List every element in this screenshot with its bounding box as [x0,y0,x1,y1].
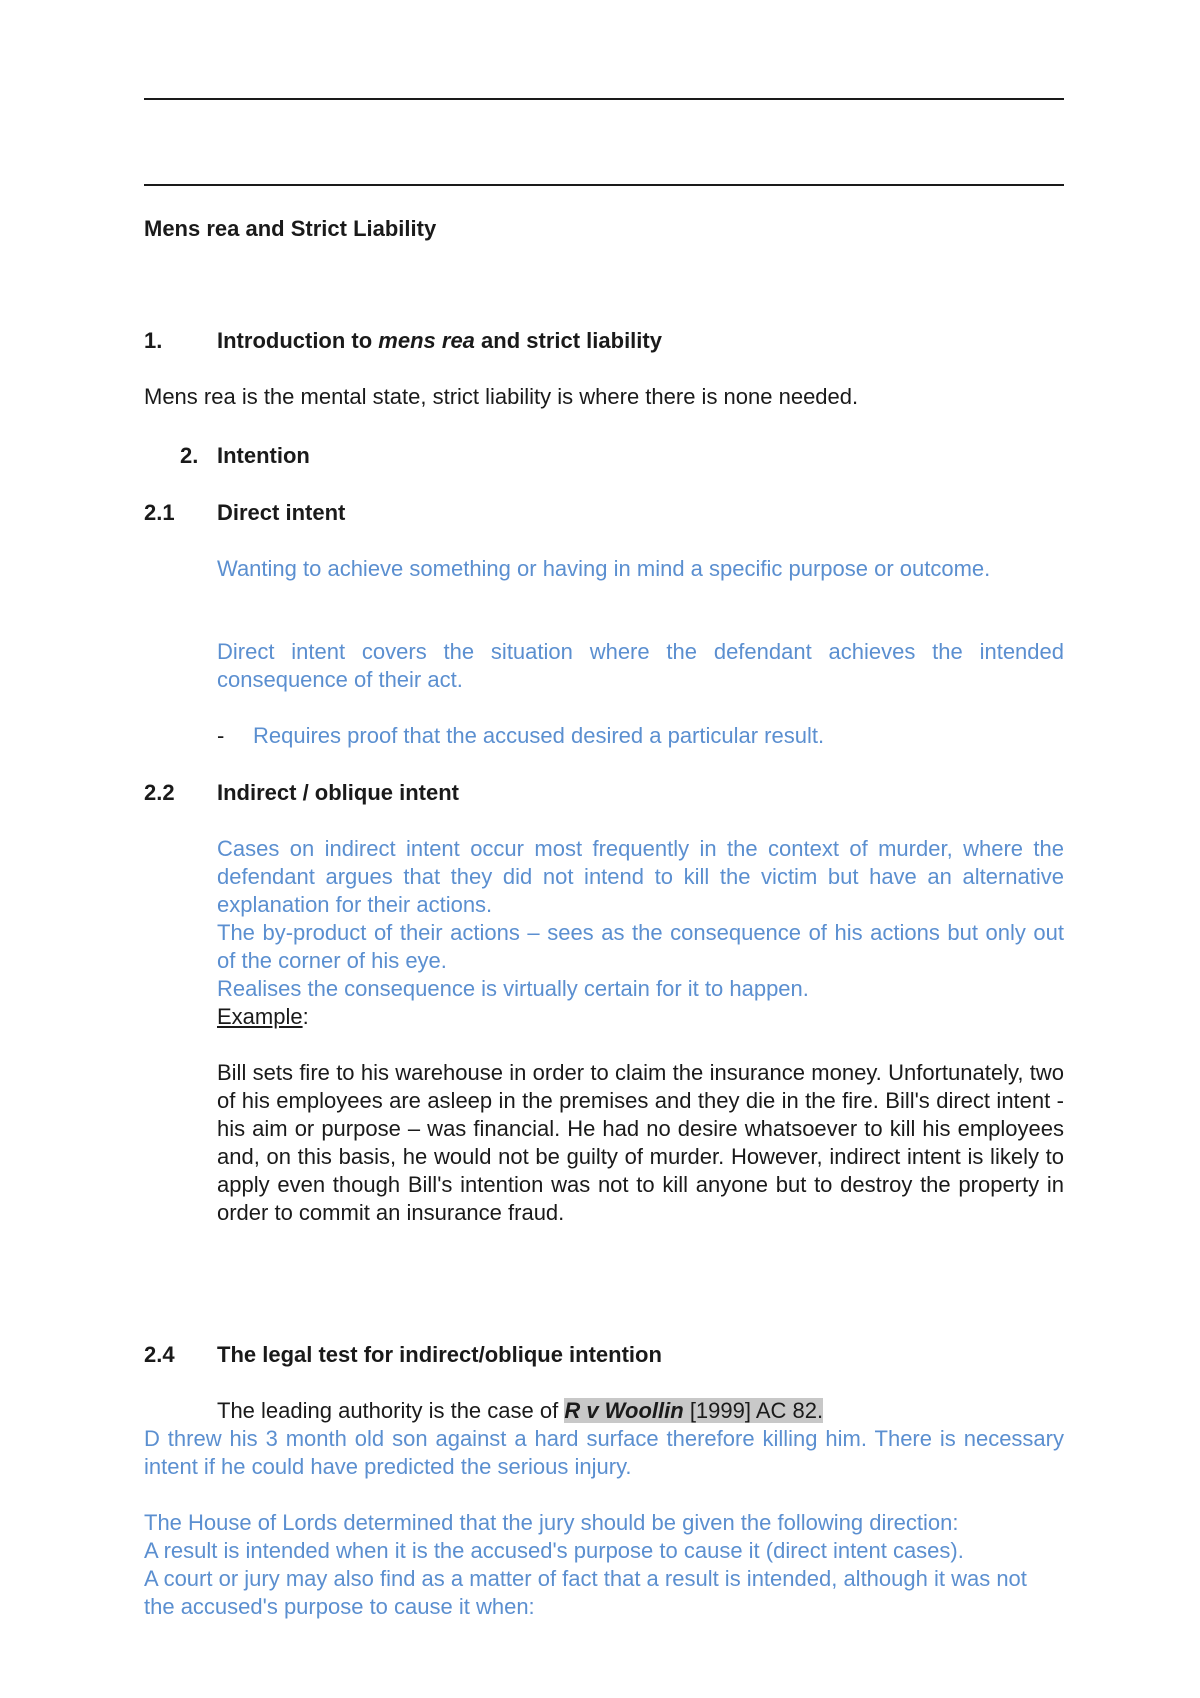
section-2-title: Intention [217,443,310,468]
section-2-2-title: Indirect / oblique intent [217,780,459,805]
house-of-lords-line-3: A court or jury may also find as a matter of fact that a result is intended, although it was not the accused's purpose to cause it when: [144,1566,1027,1619]
oblique-intent-paragraph-3: Realises the consequence is virtually certain for it to happen. [217,976,809,1001]
section-2-1-title: Direct intent [217,500,346,525]
example-label: Example: [217,1004,309,1029]
header-rule-top [144,98,1064,100]
house-of-lords-line-1: The House of Lords determined that the jury should be given the following direction: [144,1510,959,1535]
section-1-number: 1. [144,328,163,353]
section-2-number: 2. [180,443,199,468]
leading-authority-line: The leading authority is the case of R v Woollin [1999] AC 82. [217,1398,824,1423]
section-2-1-number: 2.1 [144,500,175,525]
house-of-lords-line-2: A result is intended when it is the accused's purpose to cause it (direct intent cases). [144,1538,964,1563]
direct-intent-paragraph-1: Wanting to achieve something or having in mind a specific purpose or outcome. [217,556,991,581]
header-rule-bottom [144,184,1064,186]
section-1-title: Introduction to mens rea and strict liability [217,328,662,353]
case-citation-highlight: R v Woollin [1999] AC 82. [564,1398,824,1423]
section-2-2-number: 2.2 [144,780,175,805]
document-title: Mens rea and Strict Liability [144,216,437,241]
woollin-facts: D threw his 3 month old son against a hard surface therefore killing him. There is necessary intent if he could have predicted the serious injury. [144,1426,1064,1479]
bullet-dash: - [217,723,225,748]
oblique-intent-paragraph-1: Cases on indirect intent occur most frequently in the context of murder, where the defendant argues that they did not intend to kill the victim but have an alternative explanation for their actions. [217,836,1064,917]
direct-intent-paragraph-2: Direct intent covers the situation where the defendant achieves the intended consequence of their act. [217,639,1064,692]
intro-paragraph: Mens rea is the mental state, strict liability is where there is none needed. [144,384,859,409]
example-paragraph: Bill sets fire to his warehouse in order to claim the insurance money. Unfortunately, two of his employees are asleep in the premises and they die in the fire. Bill's direct intent - his aim or purpose – was financial. He had no desire whatsoever to kill his employees and, on this basis, he would not be guilty of murder. However, indirect intent is likely to apply even though Bill's intention was not to kill anyone but to destroy the property in order to commit an insurance fraud. [217,1060,1064,1225]
oblique-intent-paragraph-2: The by-product of their actions – sees as the consequence of his actions but only out of the corner of his eye. [217,920,1064,973]
direct-intent-bullet: Requires proof that the accused desired a particular result. [253,723,825,748]
section-2-4-title: The legal test for indirect/oblique intention [217,1342,662,1367]
section-2-4-number: 2.4 [144,1342,175,1367]
